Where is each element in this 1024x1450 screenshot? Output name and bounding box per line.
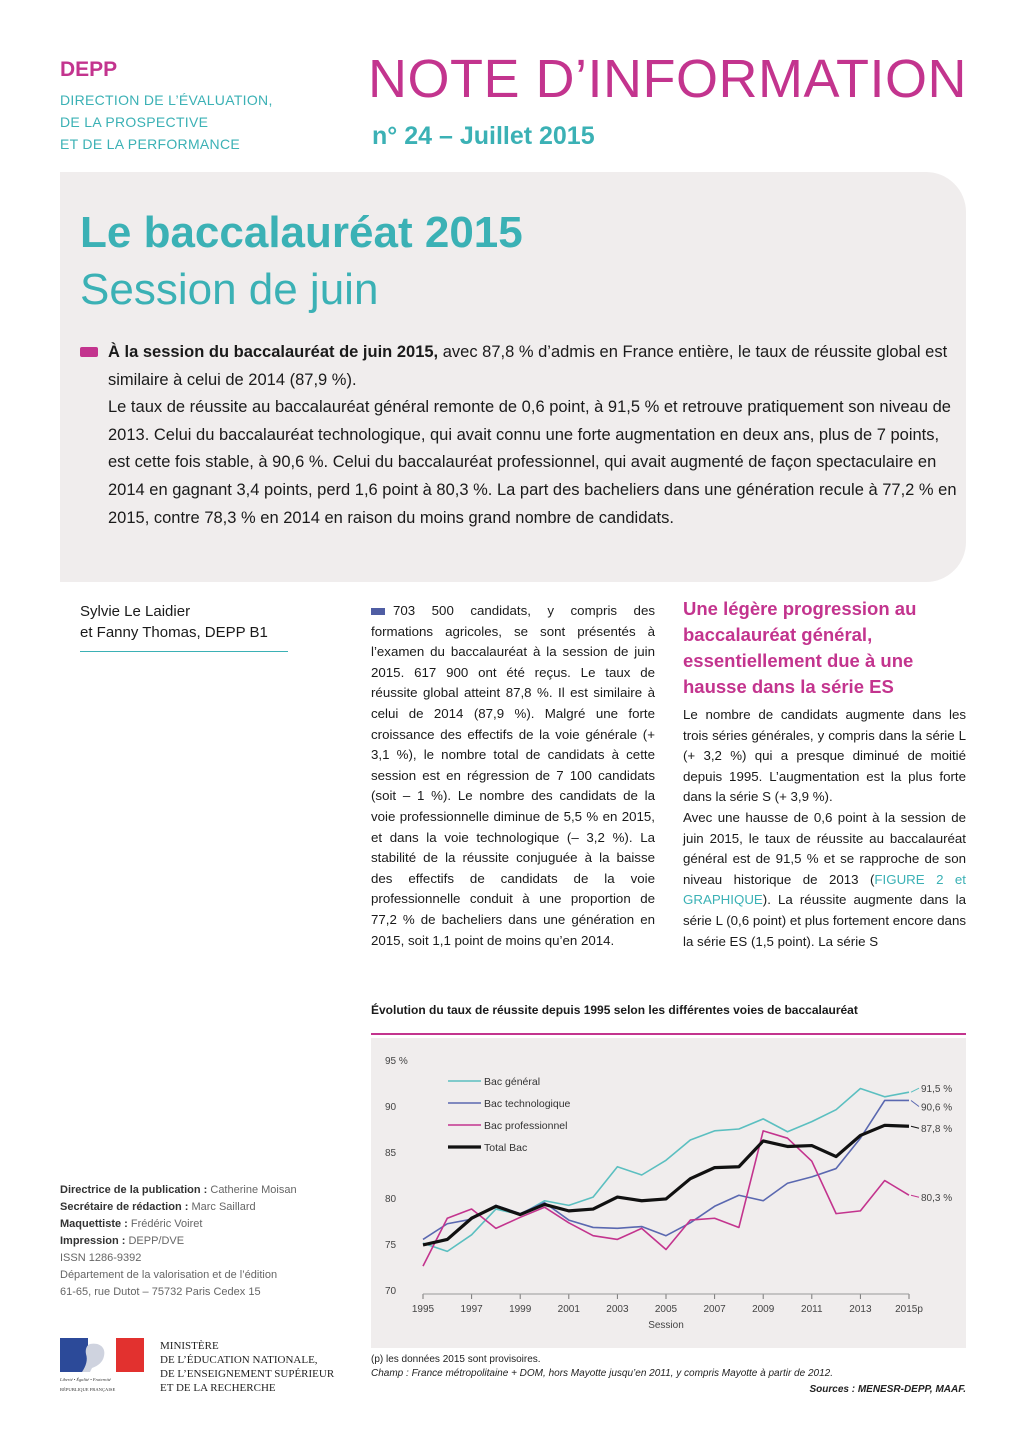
summary-text xyxy=(108,339,958,532)
summary-lead: À la session du baccalauréat de juin 2015, xyxy=(108,343,439,361)
credit-line xyxy=(60,1216,297,1233)
chart-svg xyxy=(371,1038,966,1348)
x-tick-label: 2001 xyxy=(557,1304,580,1315)
x-tick-label: 2005 xyxy=(654,1304,678,1315)
org-acronym: DEPP xyxy=(60,58,118,81)
y-tick-label: 90 xyxy=(385,1102,397,1113)
x-tick-label: 2003 xyxy=(606,1304,629,1315)
credit-value: ISSN 1286-9392 xyxy=(60,1252,142,1264)
end-value-label: 80,3 % xyxy=(921,1193,953,1205)
end-label-leader xyxy=(911,1088,919,1092)
article-title: Le baccalauréat 2015 xyxy=(80,208,523,257)
y-tick-label: 95 % xyxy=(385,1056,408,1067)
summary-lead-rest: avec 87,8 % d’admis en France entière, le taux de réussite global est similaire à celui de 2014 (87,9 %). xyxy=(108,343,948,389)
paragraph-marker xyxy=(371,608,385,615)
column2-para2-text-end: ). La réussite augmente dans la série L (0,6 point) et plus fortement encore dans la série ES (1,5 point). La série S xyxy=(683,892,966,949)
body-column-2 xyxy=(683,705,966,952)
chart xyxy=(371,1038,966,1348)
x-tick-label: 2009 xyxy=(752,1304,775,1315)
y-tick-label: 85 xyxy=(385,1148,397,1159)
credits xyxy=(60,1182,297,1301)
end-value-label: 87,8 % xyxy=(921,1124,953,1136)
credit-line xyxy=(60,1267,297,1284)
legend-label: Bac technologique xyxy=(484,1098,571,1110)
legend-label: Bac professionnel xyxy=(484,1120,568,1132)
credit-value: Marc Saillard xyxy=(191,1201,256,1213)
x-tick-label: 1997 xyxy=(460,1304,483,1315)
x-tick-label: 2011 xyxy=(801,1304,823,1315)
column2-para2-text: Avec une hausse de 0,6 point à la session de juin 2015, le taux de réussite au baccalauréat général est de 91,5 % et se rapproche de son niveau historique de 2013 ( xyxy=(683,809,966,887)
ministry-line: DE L’ÉDUCATION NATIONALE, xyxy=(160,1354,318,1366)
publication-title: NOTE D’INFORMATION xyxy=(368,49,967,109)
column2-para1: Le nombre de candidats augmente dans les trois séries générales, y compris dans la série L (+ 3,2 %) qui a presque diminué de moitié depuis 1995. L’augmentation est la plus forte dans la série S (+ 3,9 %). xyxy=(683,707,966,805)
marianne-motto: Liberté • Égalité • Fraternité xyxy=(60,1377,111,1382)
x-tick-label: 1995 xyxy=(411,1304,435,1315)
flag-red xyxy=(116,1338,144,1372)
ministry-line: DE L’ENSEIGNEMENT SUPÉRIEUR xyxy=(160,1368,335,1380)
x-tick-label: 1999 xyxy=(509,1304,532,1315)
y-tick-label: 70 xyxy=(385,1286,397,1297)
credit-label: Directrice de la publication : xyxy=(60,1184,211,1196)
ministry-line: ET DE LA RECHERCHE xyxy=(160,1382,276,1394)
ministry-name xyxy=(160,1339,334,1395)
legend-label: Bac général xyxy=(484,1076,541,1088)
credit-label: Secrétaire de rédaction : xyxy=(60,1201,192,1213)
flag-blue xyxy=(60,1338,88,1372)
issue-number: n° 24 – Juillet 2015 xyxy=(372,122,595,150)
org-line: ET DE LA PERFORMANCE xyxy=(60,136,241,152)
column1-text: 703 500 candidats, y compris des formations agricoles, se sont présentés à l’examen du baccalauréat à la session de juin 2015. 617 900 ont été reçus. Le taux de réussite global atteint 87,8 %. Il est similaire à celui de 2014 (87,9 %). Malgré une forte croissance des effectifs de la voie générale (+ 3,1 %), le nombre total de candidats à cette session est en régression de 7 100 candidats (soit – 1 %). Le nombre des candidats de la voie professionnelle diminue de 5,5 % en 2015, et dans la voie technologique (– 3,2 %). La stabilité de la réussite conjuguée à la baisse des effectifs de candidats de la voie professionnelle conduit à une proportion de 77,2 % de bacheliers dans une génération en 2015, soit 1,1 point de moins qu’en 2014. xyxy=(371,603,655,948)
end-label-leader xyxy=(911,1100,919,1106)
y-tick-label: 80 xyxy=(385,1194,397,1205)
author-line: Sylvie Le Laidier xyxy=(80,603,191,620)
credit-label: Maquettiste : xyxy=(60,1218,131,1230)
end-value-label: 90,6 % xyxy=(921,1102,953,1114)
org-full-name xyxy=(60,89,273,155)
credit-line xyxy=(60,1284,297,1301)
marianne-logo xyxy=(60,1338,144,1396)
summary-body: Le taux de réussite au baccalauréat général remonte de 0,6 point, à 91,5 % et retrouve pratiquement son niveau de 2013. Celui du baccalauréat technologique, qui avait connu une forte augmentation en deux ans, plus de 7 points, est cette fois stable, à 90,6 %. Celui du baccalauréat professionnel, qui avait augmenté de façon spectaculaire en 2014 en gagnant 3,4 points, perd 1,6 point à 80,3 %. La part des bacheliers dans une génération recule à 77,2 % en 2015, contre 78,3 % en 2014 en raison du moins grand nombre de candidats. xyxy=(108,398,957,527)
credit-value: 61-65, rue Dutot – 75732 Paris Cedex 15 xyxy=(60,1286,261,1298)
x-tick-label: 2013 xyxy=(849,1304,872,1315)
chart-sources: Sources : MENESR-DEPP, MAAF. xyxy=(809,1384,966,1395)
chart-title: Évolution du taux de réussite depuis 1995 selon les différentes voies de baccalauréat xyxy=(371,1003,858,1017)
chart-note: (p) les données 2015 sont provisoires. xyxy=(371,1354,541,1365)
series-line-1 xyxy=(423,1089,909,1252)
end-label-leader xyxy=(911,1195,919,1197)
section-heading: Une légère progression au baccalauréat général, essentiellement due à une hausse dans la série ES xyxy=(683,598,917,697)
x-axis-label: Session xyxy=(648,1320,684,1331)
chart-divider xyxy=(371,1033,966,1035)
org-line: DIRECTION DE L’ÉVALUATION, xyxy=(60,92,273,108)
credit-value: DEPP/DVE xyxy=(128,1235,185,1247)
figure-reference-link[interactable]: FIGURE 2 et GRAPHIQUE xyxy=(683,871,967,908)
credit-line xyxy=(60,1182,297,1199)
credit-value: Département de la valorisation et de l’édition xyxy=(60,1269,278,1281)
y-tick-label: 75 xyxy=(385,1240,397,1251)
credit-line xyxy=(60,1250,297,1267)
end-value-label: 91,5 % xyxy=(921,1084,953,1096)
summary-marker xyxy=(80,347,98,357)
chart-scope-note: Champ : France métropolitaine + DOM, hors Mayotte jusqu’en 2011, y compris Mayotte à partir de 2012. xyxy=(371,1368,833,1379)
org-line: DE LA PROSPECTIVE xyxy=(60,114,209,130)
credit-line xyxy=(60,1233,297,1250)
credit-label: Impression : xyxy=(60,1235,129,1247)
end-label-leader xyxy=(911,1126,919,1128)
x-tick-label: 2015p xyxy=(895,1304,923,1315)
column2-para2 xyxy=(683,808,966,952)
x-tick-label: 2007 xyxy=(703,1304,726,1315)
authors xyxy=(80,601,268,643)
legend-label: Total Bac xyxy=(484,1142,528,1154)
ministry-line: MINISTÈRE xyxy=(160,1340,219,1352)
credit-line xyxy=(60,1199,297,1216)
authors-divider xyxy=(80,651,288,652)
marianne-country: RÉPUBLIQUE FRANÇAISE xyxy=(60,1387,116,1392)
article-subtitle: Session de juin xyxy=(80,265,379,314)
body-column-1 xyxy=(371,601,655,951)
author-line: et Fanny Thomas, DEPP B1 xyxy=(80,624,268,641)
credit-value: Catherine Moisan xyxy=(210,1184,297,1196)
credit-value: Frédéric Voiret xyxy=(130,1218,203,1230)
